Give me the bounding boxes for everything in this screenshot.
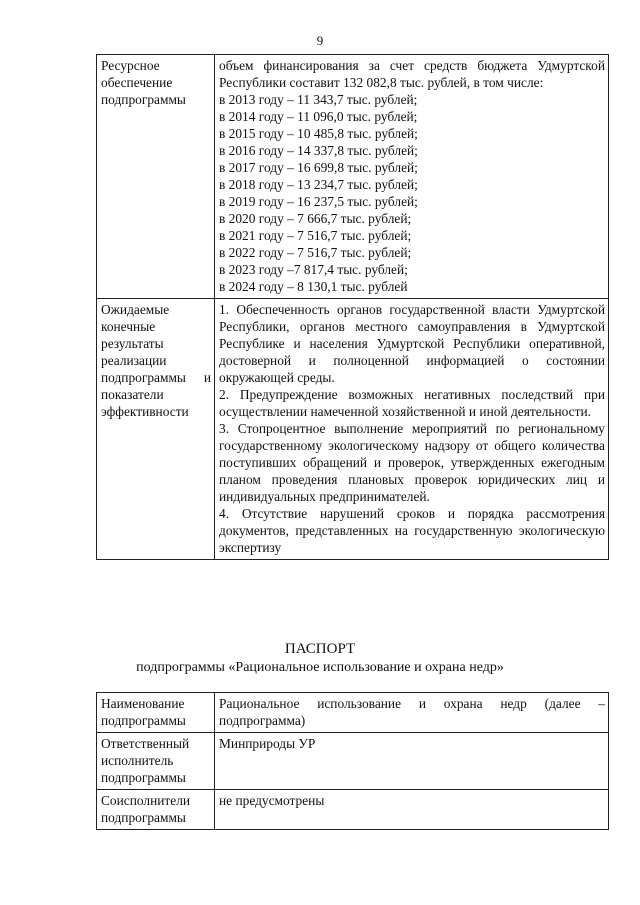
row-value-coexecutors: не предусмотрены <box>215 790 609 830</box>
table-row <box>97 733 609 790</box>
result-item: 4. Отсутствие нарушений сроков и порядка рассмотрения документов, представленных на государственную экологическую экспертизу <box>219 506 605 555</box>
row-label-executor: Ответственный исполнитель подпрограммы <box>97 733 215 790</box>
row-label-resource: Ресурсное обеспечение подпрограммы <box>97 55 215 299</box>
subprogram-passport-table <box>96 692 609 830</box>
page-number: 9 <box>316 33 324 48</box>
passport-title: ПАСПОРТ <box>284 641 356 657</box>
row-value-name: Рациональное использование и охрана недр (далее – подпрограмма) <box>215 693 609 733</box>
year-financing-line: в 2013 году – 11 343,7 тыс. рублей; <box>219 92 418 107</box>
year-financing-line: в 2015 году – 10 485,8 тыс. рублей; <box>219 126 418 141</box>
table-row <box>97 299 609 560</box>
row-value-results <box>215 299 609 560</box>
year-financing-line: в 2017 году – 16 699,8 тыс. рублей; <box>219 160 418 175</box>
year-financing-line: в 2019 году – 16 237,5 тыс. рублей; <box>219 194 418 209</box>
passport-subtitle: подпрограммы «Рациональное использование и охрана недр» <box>136 660 504 675</box>
row-value-resource <box>215 55 609 299</box>
subprogram-passport-table-continued <box>96 54 609 560</box>
row-label-coexecutors: Соисполнители подпрограммы <box>97 790 215 830</box>
table-row <box>97 790 609 830</box>
table-row <box>97 55 609 299</box>
year-financing-line: в 2023 году –7 817,4 тыс. рублей; <box>219 262 408 277</box>
year-financing-line: в 2024 году – 8 130,1 тыс. рублей <box>219 279 408 294</box>
year-financing-line: в 2020 году – 7 666,7 тыс. рублей; <box>219 211 412 226</box>
year-financing-line: в 2016 году – 14 337,8 тыс. рублей; <box>219 143 418 158</box>
result-item: 2. Предупреждение возможных негативных последствий при осуществлении намеченной хозяйственной и иной деятельности. <box>219 387 605 419</box>
financing-intro: объем финансирования за счет средств бюджета Удмуртской Республики составит 132 082,8 тыс. рублей, в том числе: <box>219 58 605 90</box>
row-label-name: Наименование подпрограммы <box>97 693 215 733</box>
year-financing-line: в 2021 году – 7 516,7 тыс. рублей; <box>219 228 412 243</box>
year-financing-line: в 2014 году – 11 096,0 тыс. рублей; <box>219 109 418 124</box>
year-financing-line: в 2022 году – 7 516,7 тыс. рублей; <box>219 245 412 260</box>
row-value-executor: Минприроды УР <box>215 733 609 790</box>
row-label-results: Ожидаемые конечные результаты реализации подпрограммы и показатели эффективности <box>97 299 215 560</box>
result-item: 1. Обеспеченность органов государственной власти Удмуртской Республики, органов местного самоуправления в Удмуртской Республике и населения Удмуртской Республики оперативной, достоверной и полноценной информацией о состоянии окружающей среды. <box>219 302 605 385</box>
year-financing-line: в 2018 году – 13 234,7 тыс. рублей; <box>219 177 418 192</box>
result-item: 3. Стопроцентное выполнение мероприятий по региональному государственному экологическому надзору от общего количества поступивших обращений и проверок, утвержденных ежегодным планом проведения плановых проверок юридических лиц и индивидуальных предпринимателей. <box>219 421 605 504</box>
table-row <box>97 693 609 733</box>
